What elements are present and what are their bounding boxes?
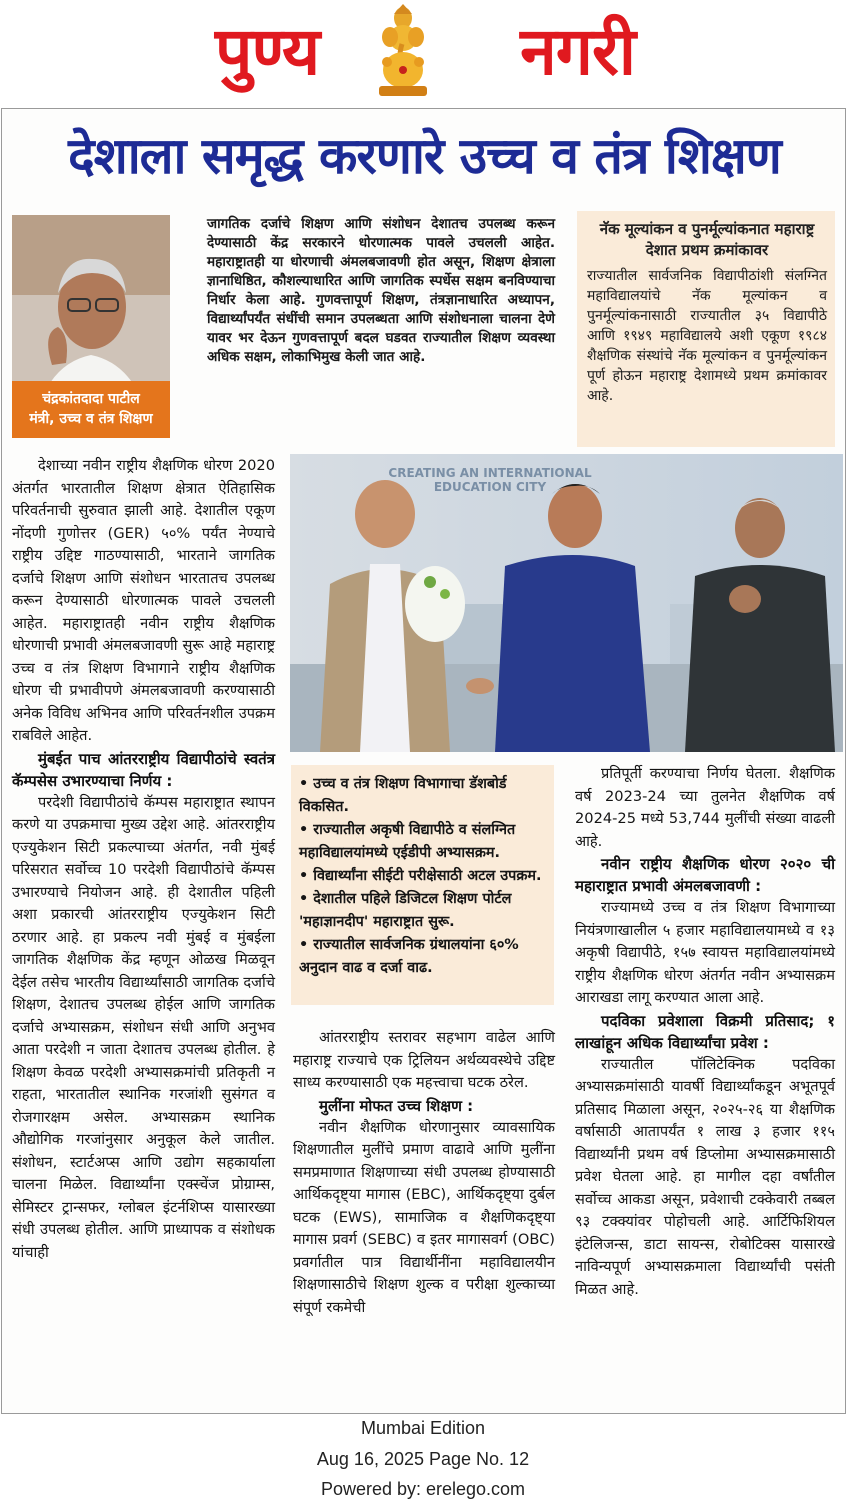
left-column [12, 455, 275, 1264]
right-column [575, 763, 835, 1301]
highlight-item: • राज्यातील सार्वजनिक ग्रंथालयांना ६०% अनुदान वाढ व दर्जा वाढ. [299, 934, 546, 980]
highlight-item: • राज्यातील अकृषी विद्यापीठे व संलग्नित महाविद्यालयांमध्ये एईडीपी अभ्यासक्रम. [299, 819, 546, 865]
mid-subheading-free-education: मुलींना मोफत उच्च शिक्षण : [319, 1096, 474, 1115]
event-photo-image [290, 454, 843, 752]
nac-box-title: नॅक मूल्यांकन व पुनर्मूल्यांकनात महाराष्ट्र देशात प्रथम क्रमांकावर [599, 220, 815, 259]
highlight-item: • देशातील पहिले डिजिटल शिक्षण पोर्टल 'महाज्ञानदीप' महाराष्ट्रात सुरू. [299, 888, 546, 934]
powered-by-link[interactable]: Powered by: erelego.com [320, 1479, 526, 1499]
highlights-box [291, 765, 554, 1005]
article-headline: देशाला समृद्ध करणारे उच्च व तंत्र शिक्षण [68, 127, 781, 185]
edition-label: Mumbai Edition [360, 1418, 486, 1438]
ganesha-logo-icon [371, 4, 435, 100]
brand-logo [215, 0, 635, 105]
event-photo [290, 454, 843, 752]
right-paragraph-3: राज्यातील पॉलिटेक्निक पदविका अभ्यासक्रमांसाठी यावर्षी विद्यार्थ्यांकडून अभूतपूर्व प्रतिसाद मिळाला असून, २०२५-२६ या शैक्षणिक वर्षासाठी आतापर्यंत १ लाख ३ हजार ११५ विद्यार्थ्यांनी प्रथम वर्ष डिप्लोमा अभ्यासक्रमासाठी प्रवेश घेतला आहे. हा मागील दहा वर्षांतील सर्वोच्च आकडा असून, प्रवेशाची टक्केवारी तब्बल ९३ टक्क्यांवर पोहोचली आहे. आर्टिफिशियल इंटेलिजन्स, डाटा सायन्स, रोबोटिक्स यासारखे नाविन्यपूर्ण अभ्यासक्रमाला विद्यार्थ्यांची पसंती मिळत आहे. [575, 1055, 835, 1298]
date-page-label: Aug 16, 2025 Page No. 12 [316, 1449, 530, 1469]
mid-paragraph-1: आंतरराष्ट्रीय स्तरावर सहभाग वाढेल आणि महाराष्ट्र राज्याचे एक ट्रिलियन अर्थव्यवस्थेचे उद्दिष्ट साध्य करण्यासाठी एक महत्त्वाचा घटक ठरेल. [293, 1029, 555, 1091]
highlight-item: • उच्च व तंत्र शिक्षण विभागाचा डॅशबोर्ड विकसित. [299, 773, 546, 819]
nac-highlight-box [577, 211, 835, 447]
middle-column [293, 1027, 555, 1319]
mid-paragraph-2: नवीन शैक्षणिक धोरणानुसार व्यावसायिक शिक्षणातील मुलींचे प्रमाण वाढावे आणि मुलींना समप्रमाणात शिक्षणाच्या संधी उपलब्ध होण्यासाठी आर्थिकदृष्ट्या मागास (EBC), आर्थिकदृष्ट्या दुर्बल घटक (EWS), सामाजिक व शैक्षणिकदृष्ट्या मागास प्रवर्ग (SEBC) व इतर मागासवर्ग (OBC) प्रवर्गातील पात्र विद्यार्थीनींना महाविद्यालयीन शिक्षणासाठीचे शिक्षण शुल्क व परीक्षा शुल्काच्या संपूर्ण रकमेची [293, 1118, 555, 1316]
brand-name-left: पुण्य [215, 13, 320, 90]
left-subheading-campuses: मुंबईत पाच आंतरराष्ट्रीय विद्यापीठांचे स्वतंत्र कॅम्पसेस उभारण्याचा निर्णय : [12, 749, 275, 790]
right-paragraph-2: राज्यामध्ये उच्च व तंत्र शिक्षण विभागाच्या नियंत्रणाखालील ५ हजार महाविद्यालयामध्ये व १३ अकृषी विद्यापीठे, १५७ स्वायत्त महाविद्यालयांमध्ये राष्ट्रीय शैक्षणिक धोरण अंतर्गत नवीन अभ्यासक्रम आराखडा लागू करण्यात आला आहे. [575, 899, 835, 1006]
highlight-item: • विद्यार्थ्यांना सीईटी परीक्षेसाठी अटल उपक्रम. [299, 865, 546, 888]
lead-paragraph: जागतिक दर्जाचे शिक्षण आणि संशोधन देशातच उपलब्ध करून देण्यासाठी केंद्र सरकारने धोरणात्मक पावले उचलली आहेत. महाराष्ट्रातही या धोरणाची अंमलबजावणी होत असून, शिक्षण क्षेत्राला ज्ञानाधिष्ठित, कौशल्याधारित आणि जागतिक स्पर्धेस सक्षम बनविण्याचा निर्धार केला आहे. गुणवत्तापूर्ण शिक्षण, तंत्रज्ञानाधारित अध्यापन, विद्यार्थ्यांपर्यंत संधींची समान उपलब्धता आणि संशोधनाला चालना देणे यावर भर देऊन गुणवत्तापूर्ण बदल घडवत राज्यातील शिक्षण व्यवस्था अधिक सक्षम, लोकाभिमुख केली जात आहे. [207, 216, 555, 365]
right-subheading-nep: नवीन राष्ट्रीय शैक्षणिक धोरण २०२० ची महाराष्ट्रात प्रभावी अंमलबजावणी : [575, 855, 835, 895]
nac-box-body: राज्यातील सार्वजनिक विद्यापीठांशी संलग्नित महाविद्यालयांचे नॅक मूल्यांकन व पुनर्मूल्यांकनासाठी राज्यातील ३५ विद्यापीठे आणि १९४९ महाविद्यालये अशी एकूण १९८४ शैक्षणिक संस्थांचे नॅक मूल्यांकन व पुनर्मूल्यांकन पूर्ण होऊन महाराष्ट्र देशामध्ये प्रथम क्रमांकावर आहे. [587, 268, 827, 404]
masthead [0, 0, 846, 108]
left-paragraph-2: परदेशी विद्यापीठांचे कॅम्पस महाराष्ट्रात स्थापन करणे या उपक्रमाचा मुख्य उद्देश आहे. आंतरराष्ट्रीय एज्युकेशन सिटी प्रकल्पाच्या अंतर्गत, नवी मुंबई परिसरात सर्वोच्च 10 परदेशी विद्यापीठांचे कॅम्पस उभारण्याचे नियोजन आहे. ही देशातील पहिली अशा प्रकारची आंतरराष्ट्रीय एज्युकेशन सिटी ठरणार आहे. हा प्रकल्प नवी मुंबई व मुंबईला जागतिक शैक्षणिक केंद्र म्हणून ओळख मिळवून देईल तसेच भारतीय विद्यार्थ्यांसाठी जागतिक दर्जाचे शिक्षण, देशातच उपलब्ध होईल आणि जागतिक दर्जाचे अभ्यासक्रम, संशोधन संधी आणि अनुभव आता परदेशी न जाता देशातच उपलब्ध होतील. हे शिक्षण केवळ परदेशी अभ्यासक्रमांची प्रतिकृती न राहता, भारतातील स्थानिक गरजांशी सुसंगत व रोजगारक्षम असेल. अभ्यासक्रम स्थानिक औद्योगिक गरजांनुसार अनुकूल केले जातील. संशोधन, स्टार्टअप्स आणि उद्योग सहकार्याला चालना मिळेल. विद्यार्थ्यांना एक्स्चेंज प्रोग्राम्स, सेमिस्टर ट्रान्सफर, ग्लोबल इंटर्नशिप्स यासारख्या संधी उपलब्ध होतील. आणि प्राध्यापक व संशोधक यांचाही [12, 793, 275, 1261]
left-paragraph-1: देशाच्या नवीन राष्ट्रीय शैक्षणिक धोरण 2020 अंतर्गत भारतातील शिक्षण क्षेत्रात ऐतिहासिक परिवर्तनाची सुरुवात झाली आहे. देशातील एकूण नोंदणी गुणोत्तर (GER) ५०% पर्यंत नेण्याचे राष्ट्रीय उद्दिष्ट गाठण्यासाठी, भारताने जागतिक दर्जाचे शिक्षण आणि संशोधन भारतातच उपलब्ध करून देण्यासाठी धोरणात्मक पावले उचलली आहेत. महाराष्ट्रातही नवीन राष्ट्रीय शैक्षणिक धोरणाची प्रभावी अंमलबजावणी सुरू आहे महाराष्ट्र उच्च व तंत्र शिक्षण विभागाने राष्ट्रीय शैक्षणिक धोरण ची प्रभावीपणे अंमलबजावणी करण्यासाठी अनेक विविध अभिनव आणि परिवर्तनशील उपक्रम राबविले आहेत. [12, 457, 275, 744]
minister-name: चंद्रकांतदादा पाटील [42, 391, 140, 407]
right-paragraph-1: प्रतिपूर्ती करण्याचा निर्णय घेतला. शैक्षणिक वर्ष 2023-24 च्या तुलनेत शैक्षणिक वर्ष 2024-25 मध्ये 53,744 मुलींची संख्या वाढली आहे. [575, 765, 835, 850]
newspaper-clipping [1, 108, 846, 1414]
right-subheading-diploma: पदविका प्रवेशाला विक्रमी प्रतिसाद; १ लाखांहून अधिक विद्यार्थ्यांचा प्रवेश : [575, 1011, 835, 1052]
minister-designation: मंत्री, उच्च व तंत्र शिक्षण [29, 411, 153, 427]
highlights-list [299, 773, 546, 980]
brand-name-right: नगरी [520, 13, 635, 90]
portrait-caption [12, 381, 170, 438]
photo-banner-text: CREATING AN INTERNATIONAL EDUCATION CITY [388, 466, 592, 494]
